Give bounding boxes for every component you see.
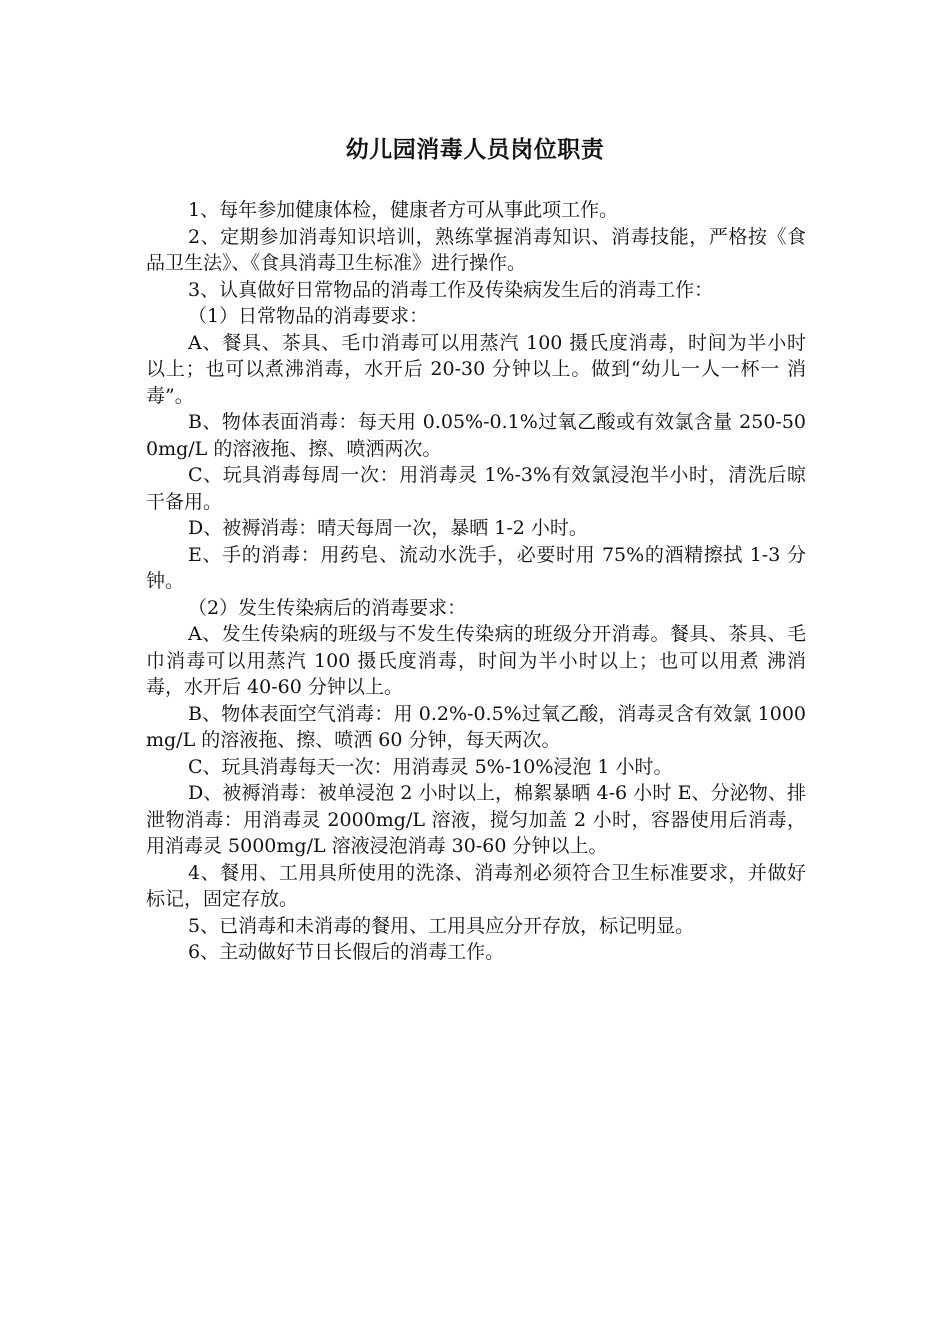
paragraph-daily-b: B、物体表面消毒：每天用 0.05%-0.1%过氧乙酸或有效氯含量 250-500mg/L 的溶液拖、擦、喷洒两次。 [146,411,806,460]
paragraph-5: 5、已消毒和未消毒的餐用、工用具应分开存放，标记明显。 [188,914,695,937]
paragraph-daily-a: A、餐具、茶具、毛巾消毒可以用蒸汽 100 摄氏度消毒，时间为半小时 以上；也可以煮沸消毒，水开后 20-30 分钟以上。做到“幼儿一人一杯一 消毒”。 [146,331,806,407]
document-body [146,197,806,966]
subheading-outbreak: （2）发生传染病后的消毒要求： [188,596,467,619]
paragraph-daily-e: E、手的消毒：用药皂、流动水洗手，必要时用 75%的酒精擦拭 1-3 分 钟。 [146,543,806,592]
paragraph-2: 2、定期参加消毒知识培训，熟练掌握消毒知识、消毒技能，严格按《食 品卫生法》、《食具消毒卫生标准》进行操作。 [146,225,806,274]
paragraph-daily-d: D、被褥消毒：晴天每周一次，暴晒 1-2 小时。 [188,517,588,539]
paragraph-outbreak-b: B、物体表面空气消毒：用 0.2%-0.5%过氧乙酸，消毒灵含有效氯 1000mg/L 的溶液拖、擦、喷洒 60 分钟，每天两次。 [146,702,806,751]
paragraph-1: 1、每年参加健康体检，健康者方可从事此项工作。 [188,199,619,221]
paragraph-outbreak-a: A、发生传染病的班级与不发生传染病的班级分开消毒。餐具、茶具、毛巾消毒可以用蒸汽 100 摄氏度消毒，时间为半小时以上；也可以用煮 沸消毒，水开后 40-60 分钟以上。 [146,623,806,698]
paragraph-3: 3、认真做好日常物品的消毒工作及传染病发生后的消毒工作： [188,278,714,301]
page-title: 幼儿园消毒人员岗位职责 [345,136,605,163]
subheading-daily: （1）日常物品的消毒要求： [188,305,429,327]
paragraph-outbreak-c: C、玩具消毒每天一次：用消毒灵 5%-10%浸泡 1 小时。 [188,755,673,778]
paragraph-daily-c: C、玩具消毒每周一次：用消毒灵 1%-3%有效氯浸泡半小时，清洗后晾 干备用。 [146,464,806,513]
paragraph-outbreak-d: D、被褥消毒：被单浸泡 2 小时以上，棉絮暴晒 4-6 小时 E、分泌物、排泄物消毒：用消毒灵 2000mg/L 溶液，搅匀加盖 2 小时，容器使用后消毒，用消毒灵 5000mg/L 溶液浸泡消毒 30-60 分钟以上。 [146,782,806,857]
paragraph-6: 6、主动做好节日长假后的消毒工作。 [188,941,505,963]
paragraph-4: 4、餐用、工用具所使用的洗涤、消毒剂必须符合卫生标准要求，并做好标记，固定存放。 [146,861,806,910]
